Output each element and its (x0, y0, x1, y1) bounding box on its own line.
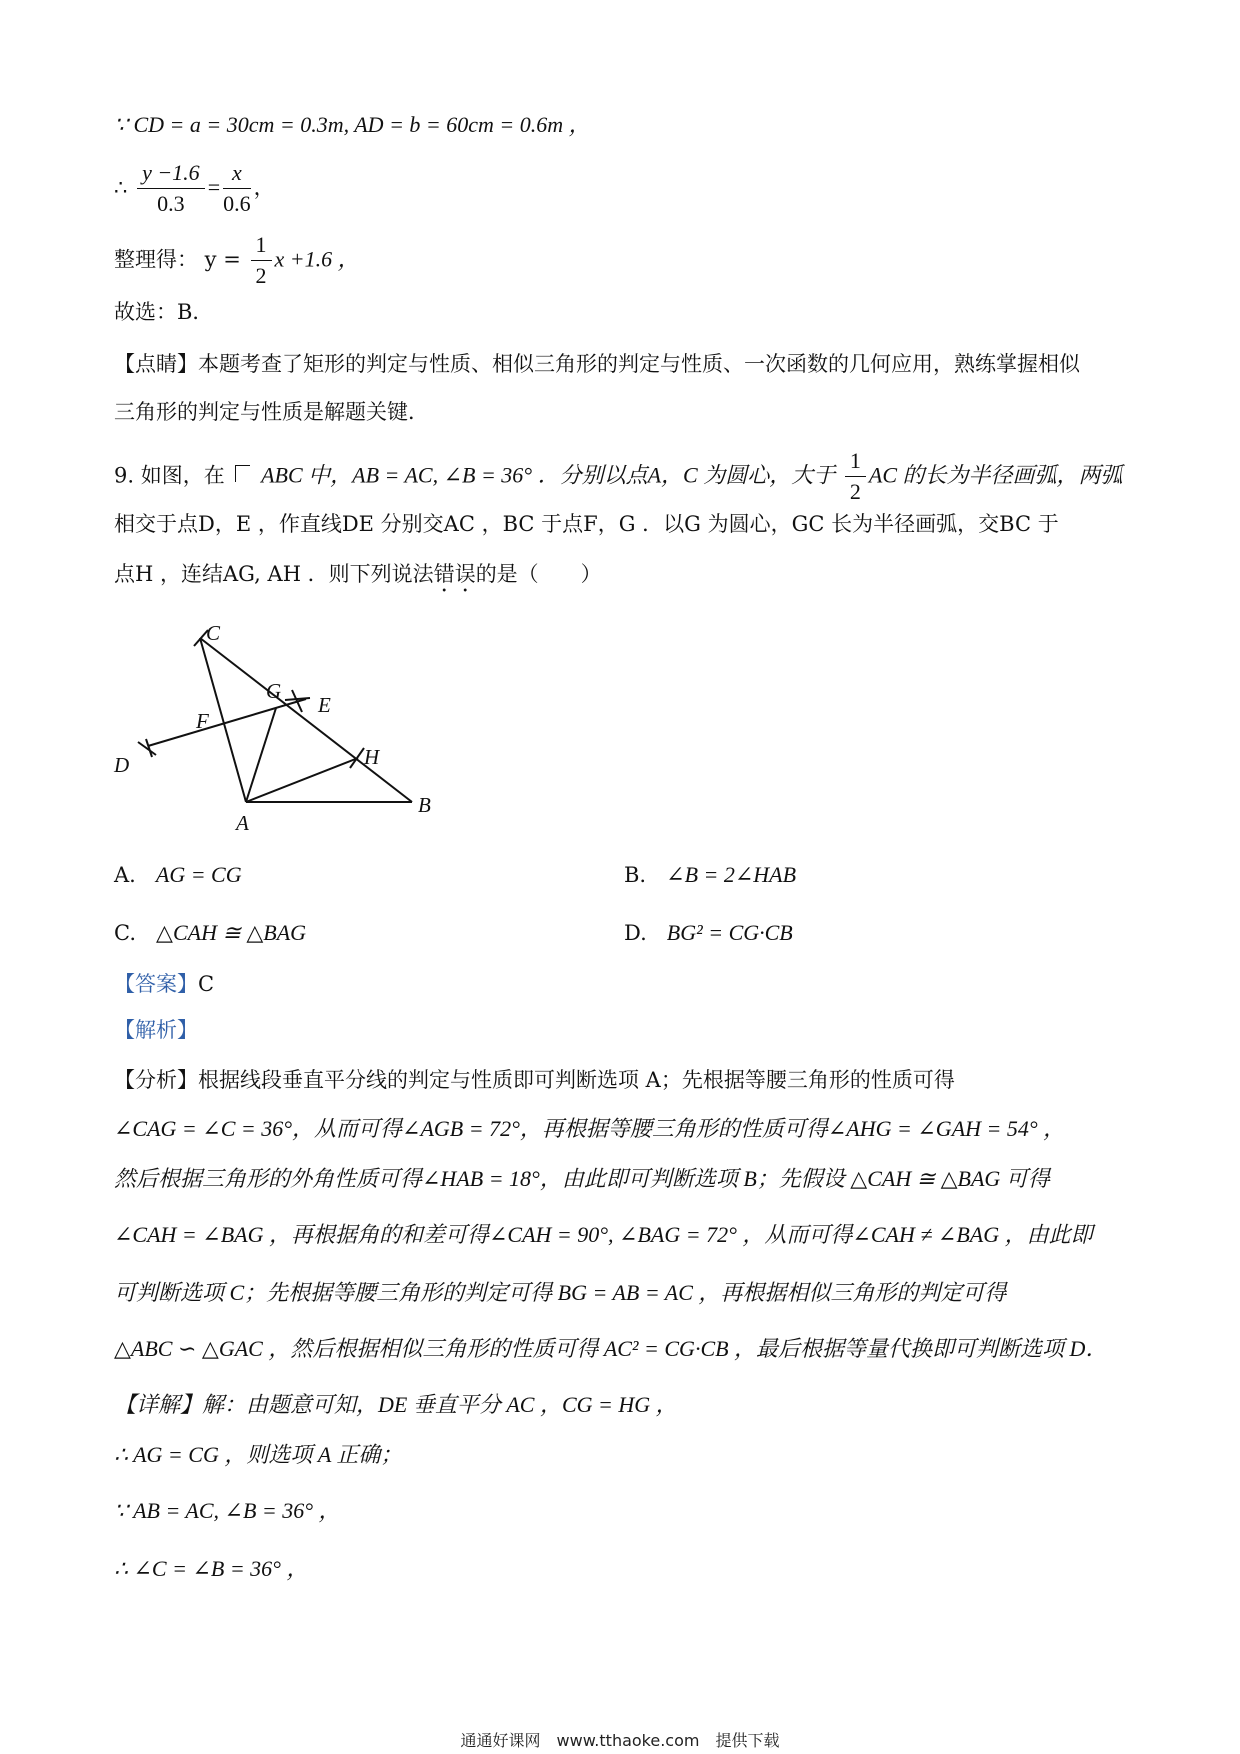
analysis-line-6: △ABC ∽ △GAC ，然后根据相似三角形的性质可得 AC² = CG·CB ，最后根据等量代换即可判断选项 D． (114, 1336, 1108, 1361)
line-de (148, 699, 306, 746)
line-cd-ad: ∵ CD = a = 30cm = 0.3m, AD = b = 60cm = 0.6m ， (114, 112, 591, 137)
label-c: C (206, 621, 221, 645)
comment-line-2: 三角形的判定与性质是解题关键． (114, 400, 429, 424)
question-9-line-1: 9. 如图，在 ABC 中，AB = AC, ∠B = 36° ．分别以点A，C 为圆心，大于 $\frac{1}{2}$ AC 的长为半径画弧，两弧 (114, 448, 1123, 505)
answer-value: C (198, 972, 215, 996)
line-choose-b: 故选：B． (114, 300, 214, 324)
option-b[interactable]: B. ∠B = 2∠HAB (624, 862, 797, 887)
line-ratio: ∴ $\frac{y -1.6}{0.3}$ = $\frac{x}{0.6}$ ， (114, 160, 275, 217)
arc-h (350, 748, 364, 768)
answer-label: 【答案】 (114, 972, 198, 996)
detail-line-1: 【详解】解：由题意可知，DE 垂直平分 AC ，CG = HG ， (114, 1392, 678, 1417)
therefore-symbol: ∴ (114, 175, 128, 200)
comment-line-1: 【点睛】本题考查了矩形的判定与性质、相似三角形的判定与性质、一次函数的几何应用，熟练掌握相似 (114, 352, 1080, 376)
detail-line-4: ∴ ∠C = ∠B = 36° ， (114, 1556, 309, 1581)
analysis-line-5: 可判断选项 C；先根据等腰三角形的判定可得 BG = AB = AC ，再根据相似三角形的判定可得 (114, 1280, 1007, 1305)
analysis-line-4: ∠CAH = ∠BAG ，再根据角的和差可得∠CAH = 90°, ∠BAG = 72° ，从而可得∠CAH ≠ ∠BAG ，由此即 (114, 1222, 1093, 1247)
answer-line (114, 972, 214, 997)
option-d[interactable]: D. BG² = CG·CB (624, 920, 793, 945)
fraction-y: $\frac{y -1.6}{0.3}$ (137, 160, 205, 218)
analysis-line-2: ∠CAG = ∠C = 36°，从而可得∠AGB = 72°，再根据等腰三角形的性质可得∠AHG = ∠GAH = 54° ， (114, 1116, 1066, 1141)
option-a[interactable]: A. AG = CG (114, 862, 242, 887)
footer-source: 通通好课网 www.tthaoke.com 提供下载 (460, 1731, 780, 1750)
arc-e-2 (285, 698, 310, 700)
fraction-x: $\frac{x}{0.6}$ (223, 160, 251, 217)
label-d: D (114, 753, 130, 777)
triangle-symbol (235, 465, 250, 482)
question-9-line-3: 点H ，连结AG, AH ．则下列说法错误的是（ ） (114, 562, 602, 586)
line-simplify: 整理得： y = $\frac{1}{2}$ x +1.6 ， (114, 232, 360, 289)
fraction-half: $\frac{1}{2}$ (251, 232, 272, 290)
label-g: G (266, 679, 282, 703)
detail-line-2: ∴ AG = CG ，则选项 A 正确； (114, 1442, 403, 1467)
segment-ag (246, 708, 276, 802)
segment-ah (246, 758, 358, 802)
analysis-line-1: 【分析】根据线段垂直平分线的判定与性质即可判断选项 A；先根据等腰三角形的性质可得 (114, 1068, 955, 1092)
geometry-figure (100, 620, 460, 840)
fraction-half-ac: $\frac{1}{2}$ (845, 448, 866, 506)
analysis-line-3: 然后根据三角形的外角性质可得∠HAB = 18°，由此即可判断选项 B；先假设 △CAH ≅ △BAG 可得 (114, 1166, 1050, 1191)
label-a: A (236, 811, 249, 835)
label-f: F (196, 709, 209, 733)
label-h: H (364, 745, 380, 769)
analysis-label: 【解析】 (114, 1018, 198, 1042)
question-9-line-2: 相交于点D，E ，作直线DE 分别交AC ，BC 于点F，G ．以G 为圆心，GC 长为半径画弧，交BC 于 (114, 512, 1059, 536)
label-e: E (318, 693, 331, 717)
detail-line-3: ∵ AB = AC, ∠B = 36° ， (114, 1498, 341, 1523)
option-c[interactable]: C. △CAH ≅ △BAG (114, 920, 307, 945)
label-b: B (418, 793, 431, 817)
